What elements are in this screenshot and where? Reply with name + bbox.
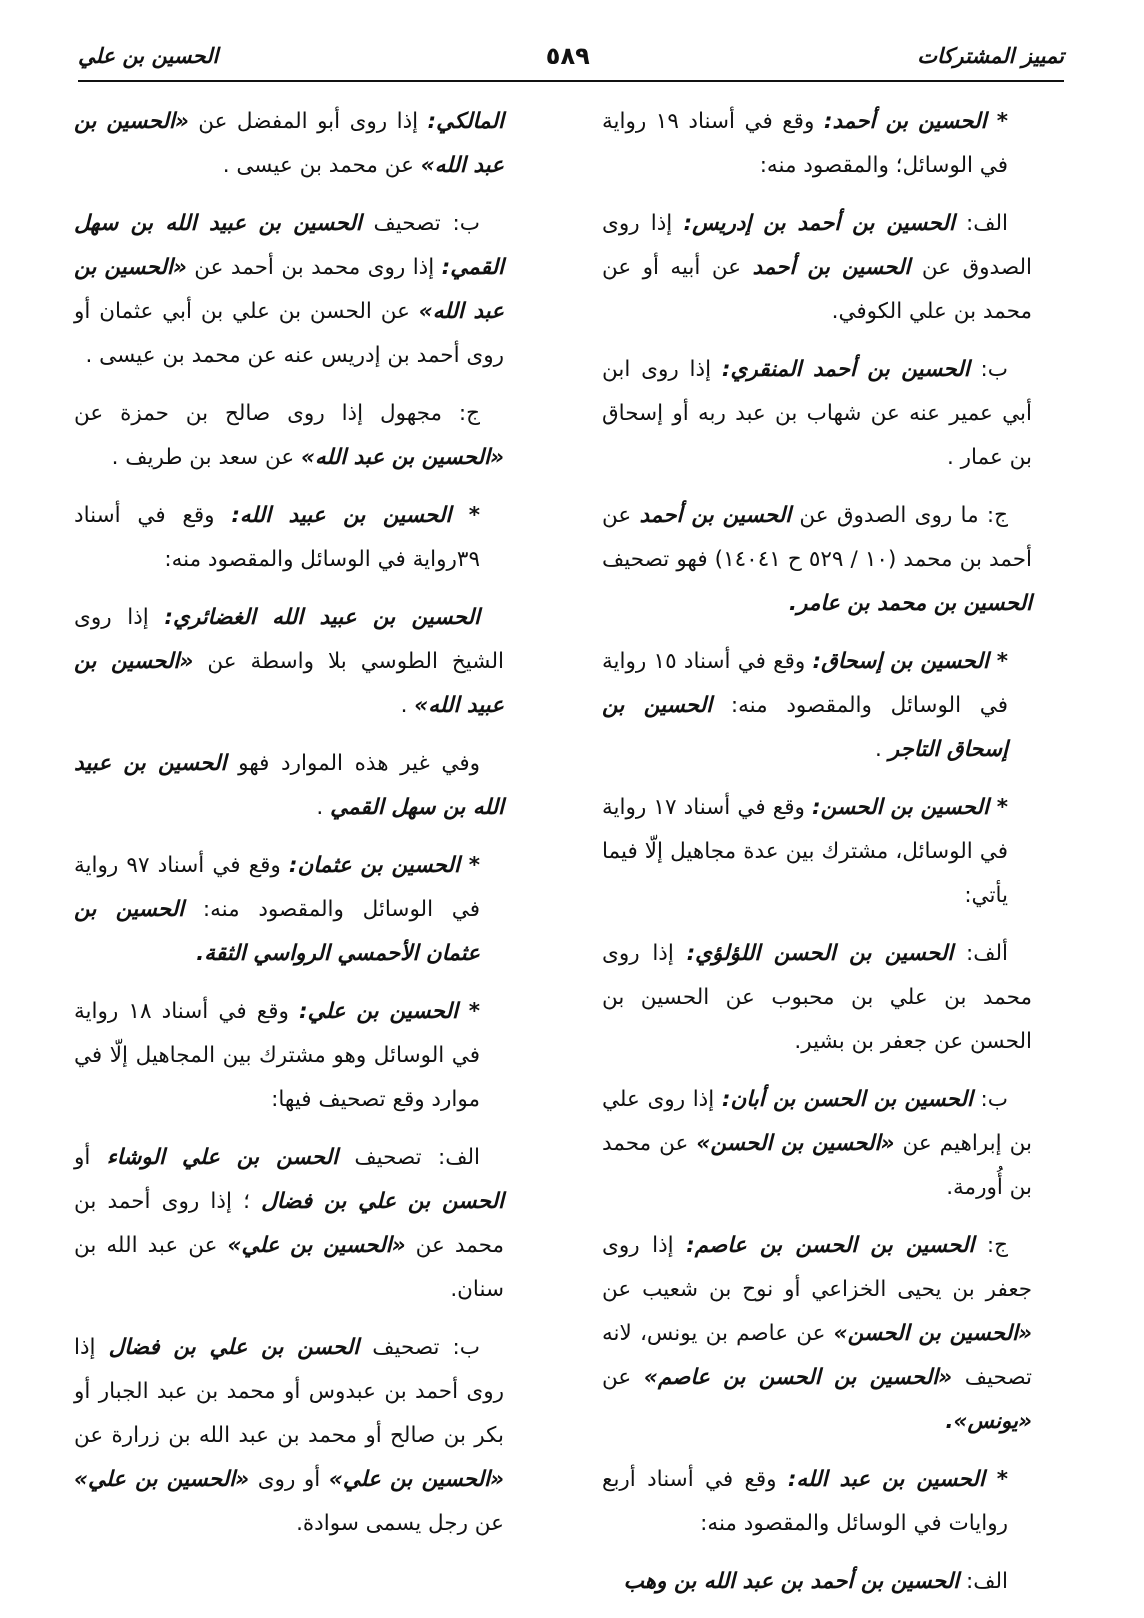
paragraph — [602, 494, 1032, 626]
right-column — [602, 100, 1032, 1618]
bold-name: * — [984, 1467, 1008, 1492]
text-run: وقع في أسناد ١٧ رواية في الوسائل، مشترك بين عدة مجاهيل إلّا فيما يأتي: — [602, 795, 1008, 908]
bold-name: الحسين بن عبد الله: — [787, 1467, 985, 1492]
bold-name: «الحسين بن علي» — [227, 1233, 406, 1258]
bold-name: * — [988, 649, 1008, 674]
text-run: الف: تصحيف — [338, 1145, 480, 1170]
text-run: عن — [602, 1365, 644, 1390]
paragraph — [74, 990, 504, 1122]
bold-name: الحسين بن أحمد — [752, 255, 911, 280]
paragraph — [602, 1560, 1032, 1604]
bold-name: * — [986, 109, 1008, 134]
paragraph — [602, 202, 1032, 334]
bold-name: «الحسين بن عبد الله» — [74, 255, 504, 324]
paragraph — [602, 786, 1032, 918]
paragraph — [602, 932, 1032, 1064]
bold-name: «الحسين بن علي» — [328, 1467, 505, 1492]
text-run: إذا روى أحمد بن عبدوس أو محمد بن عبد الجبار أو بكر بن صالح أو محمد بن عبد الله بن زرارة عن — [74, 1335, 504, 1448]
bold-name: الحسين بن أحمد المنقري: — [721, 357, 970, 382]
text-run: إذا روى الشيخ الطوسي بلا واسطة عن — [74, 605, 504, 674]
bold-name: الحسين بن أحمد — [639, 503, 792, 528]
text-run: ؛ إذا روى أحمد بن محمد عن — [74, 1189, 504, 1258]
bold-name: الحسين بن الحسن بن عاصم: — [686, 1233, 975, 1258]
text-run: ج: — [974, 1233, 1008, 1258]
bold-name: * — [459, 853, 480, 878]
text-run: إذا روى أبو المفضل عن — [188, 109, 428, 134]
bold-name: «الحسين بن عبد الله» — [301, 445, 504, 470]
text-run: . — [316, 795, 331, 820]
text-run: إذا روى علي بن إبراهيم عن — [602, 1087, 1032, 1156]
bold-name: الحسين بن عبيد الله بن سهل القمي — [74, 751, 504, 820]
text-run: وقع في أسناد ٣٩رواية في الوسائل والمقصود منه: — [74, 503, 480, 572]
paragraph — [74, 742, 504, 830]
bold-name: * — [451, 503, 481, 528]
bold-name: «الحسين بن الحسن» — [696, 1131, 895, 1156]
bold-name: الحسين بن علي: — [299, 999, 458, 1024]
text-run: وقع في أسناد ٩٧ رواية في الوسائل والمقصود منه: — [74, 853, 480, 922]
text-run: عن عبد الله بن سنان. — [74, 1233, 504, 1302]
entry-title: الحسين بن علي — [78, 44, 219, 68]
text-run: إذا روى محمد بن علي بن محبوب عن الحسين بن الحسن عن جعفر بن بشير. — [602, 941, 1032, 1054]
bold-name: الحسين بن عبيد الله بن سهل القمي: — [74, 211, 505, 280]
text-run: وقع في أسناد ١٩ رواية في الوسائل؛ والمقصود منه: — [602, 109, 1008, 178]
text-run: الف: — [954, 211, 1008, 236]
paragraph — [602, 348, 1032, 480]
bold-name: «الحسين بن عبيد الله» — [74, 649, 504, 718]
paragraph — [602, 640, 1032, 772]
text-run: عن رجل يسمى سوادة. — [296, 1511, 504, 1536]
text-run: عن أحمد بن محمد (١٠ / ٥٢٩ ح ١٤٠٤١) فهو تصحيف — [602, 503, 1032, 572]
paragraph — [602, 100, 1032, 188]
text-run: عن محمد بن عيسى . — [222, 153, 421, 178]
paragraph — [74, 844, 504, 976]
bold-name: الحسين بن محمد بن عامر. — [788, 591, 1032, 616]
text-run: عن محمد بن أُورمة. — [602, 1131, 1032, 1200]
text-run: ب: — [972, 1087, 1009, 1112]
bold-name: «الحسين بن الحسن بن عاصم» — [643, 1365, 953, 1390]
bold-name: الحسين بن أحمد: — [823, 109, 987, 134]
text-run: إذا روى محمد بن أحمد عن — [186, 255, 442, 280]
bold-name: الحسين بن عثمان الأحمسي الرواسي الثقة. — [74, 897, 480, 966]
text-run: عن أبيه أو عن محمد بن علي الكوفي. — [602, 255, 1032, 324]
paragraph — [74, 202, 504, 378]
bold-name: الحسين بن عثمان: — [288, 853, 460, 878]
text-run: أو روى — [249, 1467, 329, 1492]
text-run: إذا روى ابن أبي عمير عنه عن شهاب بن عبد ربه أو إسحاق بن عمار . — [602, 357, 1032, 470]
bold-name: «يونس». — [945, 1409, 1032, 1434]
text-run: إذا روى جعفر بن يحيى الخزاعي أو نوح بن شعيب عن — [602, 1233, 1032, 1302]
paragraph — [74, 1136, 504, 1312]
text-run: ج: مجهول إذا روى صالح بن حمزة عن — [74, 401, 480, 426]
bold-name: المالكي: — [427, 109, 504, 134]
paragraph — [602, 1224, 1032, 1444]
bold-name: الحسن بن علي الوشاء — [106, 1145, 339, 1170]
running-head — [78, 36, 1064, 76]
text-run: وقع في أسناد ١٨ رواية في الوسائل وهو مشترك بين المجاهيل إلّا في موارد وقع تصحيف فيها: — [74, 999, 480, 1112]
text-run: إذا روى الصدوق عن — [602, 211, 1032, 280]
header-rule — [78, 80, 1064, 82]
bold-name: الحسين بن إسحاق: — [812, 649, 989, 674]
text-run: عن سعد بن طريف . — [111, 445, 302, 470]
text-run: ب: تصحيف — [361, 211, 480, 236]
text-run: عن عاصم بن يونس، لانه تصحيف — [602, 1321, 1033, 1390]
paragraph — [602, 1458, 1032, 1546]
bold-name: الحسين بن الحسن بن أبان: — [721, 1087, 973, 1112]
left-column — [74, 100, 504, 1560]
bold-name: الحسين بن الحسن اللؤلؤي: — [686, 941, 954, 966]
bold-name: الحسين بن أحمد بن إدريس: — [683, 211, 955, 236]
page-number: ٥٨٩ — [545, 42, 590, 70]
text-run: ج: ما روى الصدوق عن — [791, 503, 1008, 528]
paragraph — [74, 392, 504, 480]
book-section-title: تمييز المشتركات — [917, 44, 1064, 68]
bold-name: الحسين بن عبيد الله: — [231, 503, 452, 528]
text-run: الف: — [959, 1569, 1008, 1594]
bold-name: الحسن بن علي بن فضال — [261, 1189, 504, 1214]
paragraph — [602, 1078, 1032, 1210]
bold-name: الحسين بن الحسن: — [812, 795, 989, 820]
text-run: ألف: — [953, 941, 1008, 966]
text-run: . — [875, 737, 889, 762]
text-run: عن الحسن بن علي بن أبي عثمان أو روى أحمد بن إدريس عنه عن محمد بن عيسى . — [74, 299, 504, 368]
text-run: وقع في أسناد ١٥ رواية في الوسائل والمقصود منه: — [602, 649, 1008, 718]
bold-name: الحسين بن إسحاق التاجر — [602, 693, 1008, 762]
paragraph — [74, 596, 504, 728]
bold-name: الحسين بن أحمد بن عبد الله بن وهب — [623, 1569, 960, 1594]
text-run: وفي غير هذه الموارد فهو — [226, 751, 480, 776]
text-run: ب: تصحيف — [359, 1335, 481, 1360]
paragraph — [74, 100, 504, 188]
text-run: ب: — [969, 357, 1008, 382]
bold-name: الحسين بن عبيد الله الغضائري: — [164, 605, 480, 630]
bold-name: «الحسين بن علي» — [74, 1467, 250, 1492]
paragraph — [74, 1326, 504, 1546]
bold-name: «الحسين بن عبد الله» — [74, 109, 504, 178]
bold-name: * — [988, 795, 1008, 820]
paragraph — [74, 494, 504, 582]
text-run: أو — [74, 1145, 107, 1170]
bold-name: * — [457, 999, 480, 1024]
text-run: وقع في أسناد أربع روايات في الوسائل والمقصود منه: — [602, 1467, 1008, 1536]
text-run: . — [400, 693, 415, 718]
bold-name: «الحسين بن الحسن» — [833, 1321, 1033, 1346]
bold-name: الحسن بن علي بن فضال — [108, 1335, 360, 1360]
